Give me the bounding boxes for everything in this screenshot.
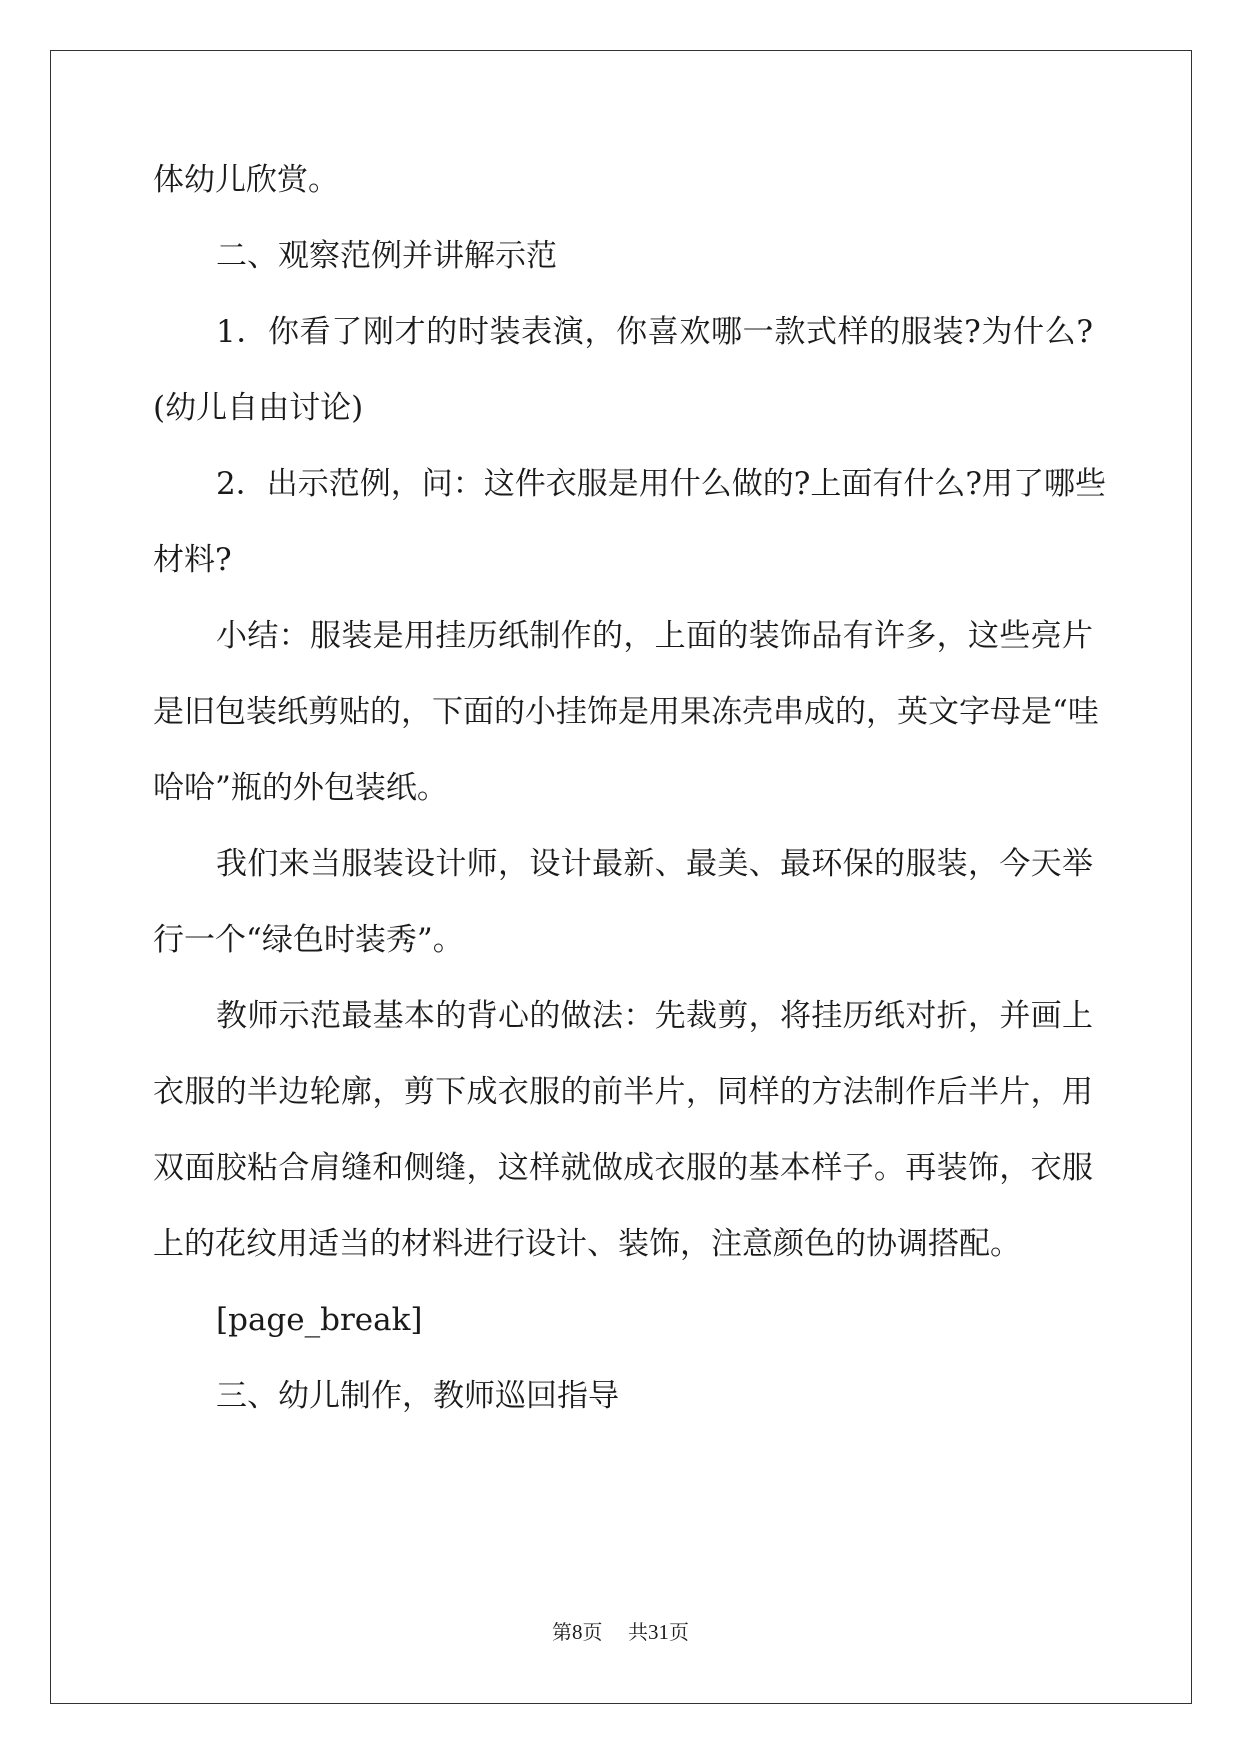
text-line: 哈哈”瓶的外包装纸。 — [153, 770, 448, 806]
footer-total-suffix: 页 — [668, 1620, 689, 1644]
current-page-number: 8 — [572, 1620, 583, 1644]
footer-prefix: 第 — [552, 1620, 573, 1644]
text-line: (幼儿自由讨论) — [153, 390, 364, 426]
total-page-count: 31 — [647, 1620, 669, 1644]
text-line: 材料? — [153, 542, 232, 578]
text-line: 双面胶粘合肩缝和侧缝，这样就做成衣服的基本样子。再装饰，衣服 — [153, 1150, 1093, 1186]
footer-total-prefix: 共 — [627, 1620, 648, 1644]
section-heading: 三、幼儿制作，教师巡回指导 — [216, 1378, 619, 1414]
text-line: 衣服的半边轮廓，剪下成衣服的前半片，同样的方法制作后半片，用 — [153, 1074, 1093, 1110]
text-line: 我们来当服装设计师，设计最新、最美、最环保的服装，今天举 — [216, 846, 1093, 882]
text-line: 是旧包装纸剪贴的，下面的小挂饰是用果冻壳串成的，英文字母是“哇 — [153, 694, 1099, 730]
text-line: 小结：服装是用挂历纸制作的，上面的装饰品有许多，这些亮片 — [216, 618, 1093, 654]
section-heading: 二、观察范例并讲解示范 — [216, 238, 557, 274]
text-line: 2．出示范例，问：这件衣服是用什么做的?上面有什么?用了哪些 — [216, 466, 1106, 502]
page-break-marker: [page_break] — [216, 1302, 423, 1338]
text-line: 1．你看了刚才的时装表演，你喜欢哪一款式样的服装?为什么? — [216, 314, 1093, 350]
text-line: 上的花纹用适当的材料进行设计、装饰，注意颜色的协调搭配。 — [153, 1226, 1021, 1262]
page-footer — [0, 1618, 1241, 1646]
text-line: 行一个“绿色时装秀”。 — [153, 922, 464, 958]
text-line: 教师示范最基本的背心的做法：先裁剪，将挂历纸对折，并画上 — [216, 998, 1093, 1034]
text-line: 体幼儿欣赏。 — [153, 162, 339, 198]
footer-page-suffix: 页 — [582, 1620, 603, 1644]
